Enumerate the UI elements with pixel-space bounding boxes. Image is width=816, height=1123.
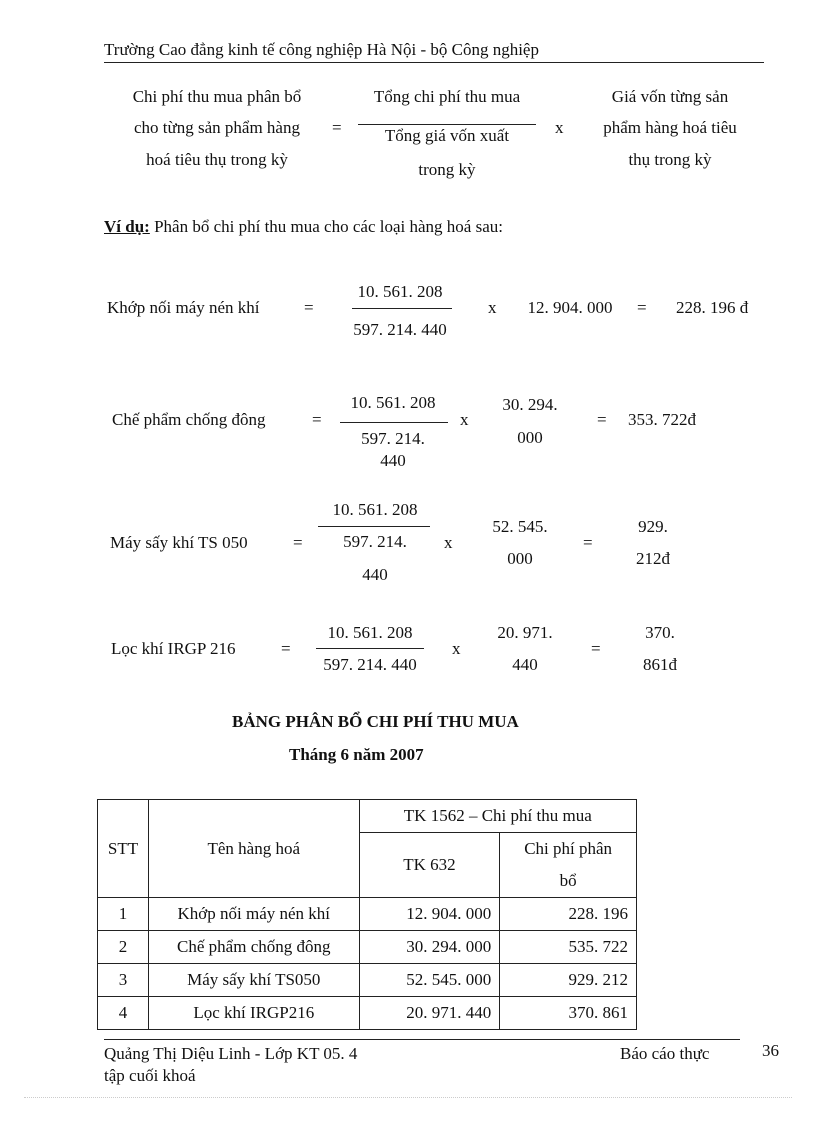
calc-times: x bbox=[488, 298, 497, 317]
row-stt: 3 bbox=[98, 964, 149, 997]
header-name: Tên hàng hoá bbox=[148, 800, 359, 898]
page-number: 36 bbox=[762, 1041, 779, 1060]
calc-fraction-bar bbox=[316, 648, 424, 649]
footer-report: Báo cáo thực bbox=[620, 1044, 710, 1063]
example-label: Ví dụ: bbox=[104, 217, 150, 236]
table-row bbox=[98, 964, 637, 997]
calc-fraction-bar bbox=[352, 308, 452, 309]
formula-rhs-line-1: Giá vốn từng sản bbox=[611, 87, 729, 106]
calc-numerator: 10. 561. 208 bbox=[332, 500, 418, 519]
page-header: Trường Cao đẳng kinh tế công nghiệp Hà Nội - bộ Công nghiệp bbox=[104, 40, 539, 59]
calc-value: 52. 545. bbox=[492, 517, 548, 536]
formula-lhs-line-1: Chi phí thu mua phân bổ bbox=[132, 87, 302, 106]
calc-result: 353. 722đ bbox=[628, 410, 696, 429]
row-tk632: 52. 545. 000 bbox=[359, 964, 500, 997]
calc-value: 20. 971. bbox=[497, 623, 553, 642]
calc-value: 12. 904. 000 bbox=[527, 298, 613, 317]
row-tk632: 12. 904. 000 bbox=[359, 898, 500, 931]
calc-equals: = bbox=[293, 533, 303, 552]
calc-times: x bbox=[452, 639, 461, 658]
calc-result: 929. bbox=[638, 517, 668, 536]
row-alloc: 929. 212 bbox=[500, 964, 637, 997]
table-row bbox=[98, 997, 637, 1030]
table-header-row bbox=[98, 800, 637, 833]
calc-equals-2: = bbox=[637, 298, 647, 317]
row-name: Chế phẩm chống đông bbox=[148, 931, 359, 964]
row-name: Máy sấy khí TS050 bbox=[148, 964, 359, 997]
row-stt: 4 bbox=[98, 997, 149, 1030]
calc-times: x bbox=[444, 533, 453, 552]
example-line bbox=[104, 217, 503, 237]
calc-value: 30. 294. bbox=[502, 395, 558, 414]
calc-equals: = bbox=[312, 410, 322, 429]
formula-rhs-line-3: thụ trong kỳ bbox=[628, 150, 712, 169]
calc-numerator: 10. 561. 208 bbox=[350, 393, 436, 412]
row-name: Khớp nối máy nén khí bbox=[148, 898, 359, 931]
calc-equals: = bbox=[281, 639, 291, 658]
row-tk632: 20. 971. 440 bbox=[359, 997, 500, 1030]
calc-item-name: Máy sấy khí TS 050 bbox=[110, 533, 248, 552]
table-row bbox=[98, 898, 637, 931]
formula-numerator: Tổng chi phí thu mua bbox=[373, 87, 521, 106]
calc-item-name: Chế phẩm chống đông bbox=[112, 410, 266, 429]
table-subtitle: Tháng 6 năm 2007 bbox=[289, 745, 424, 764]
calc-item-name: Khớp nối máy nén khí bbox=[107, 298, 260, 317]
calc-fraction-bar bbox=[318, 526, 430, 527]
formula-fraction-bar bbox=[358, 124, 536, 125]
formula-times: x bbox=[555, 118, 564, 137]
calc-equals: = bbox=[304, 298, 314, 317]
calc-fraction-bar bbox=[340, 422, 448, 423]
header-alloc-line-2: bổ bbox=[559, 871, 577, 890]
table-row bbox=[98, 931, 637, 964]
calc-result-2: 212đ bbox=[636, 549, 670, 568]
row-alloc: 535. 722 bbox=[500, 931, 637, 964]
calc-denominator: 597. 214. 440 bbox=[353, 320, 447, 339]
calc-value-2: 440 bbox=[512, 655, 538, 674]
header-alloc-line-1: Chi phí phân bbox=[524, 839, 613, 858]
formula-rhs-line-2: phẩm hàng hoá tiêu bbox=[603, 118, 737, 137]
row-alloc: 228. 196 bbox=[500, 898, 637, 931]
footer-author: Quảng Thị Diệu Linh - Lớp KT 05. 4 bbox=[104, 1044, 358, 1063]
allocation-table bbox=[97, 799, 637, 1030]
calc-equals-2: = bbox=[583, 533, 593, 552]
row-stt: 2 bbox=[98, 931, 149, 964]
row-name: Lọc khí IRGP216 bbox=[148, 997, 359, 1030]
calc-denominator-2: 440 bbox=[380, 451, 406, 470]
bottom-dotted-border bbox=[24, 1097, 792, 1098]
calc-equals-2: = bbox=[597, 410, 607, 429]
calc-equals-2: = bbox=[591, 639, 601, 658]
calc-denominator: 597. 214. bbox=[343, 532, 407, 551]
calc-result-2: 861đ bbox=[643, 655, 677, 674]
header-group: TK 1562 – Chi phí thu mua bbox=[359, 800, 636, 833]
header-alloc bbox=[500, 833, 637, 898]
header-stt: STT bbox=[98, 800, 149, 898]
footer-rule bbox=[104, 1039, 740, 1040]
example-text: Phân bổ chi phí thu mua cho các loại hàng hoá sau: bbox=[149, 217, 503, 236]
row-stt: 1 bbox=[98, 898, 149, 931]
formula-denominator-line-1: Tổng giá vốn xuất bbox=[384, 126, 510, 145]
formula-equals: = bbox=[332, 118, 342, 137]
header-tk632: TK 632 bbox=[359, 833, 500, 898]
calc-result: 370. bbox=[645, 623, 675, 642]
calc-times: x bbox=[460, 410, 469, 429]
calc-denominator-2: 440 bbox=[362, 565, 388, 584]
calc-denominator: 597. 214. 440 bbox=[323, 655, 417, 674]
row-tk632: 30. 294. 000 bbox=[359, 931, 500, 964]
formula-denominator-line-2: trong kỳ bbox=[418, 160, 476, 179]
table-title: BẢNG PHÂN BỔ CHI PHÍ THU MUA bbox=[232, 712, 519, 731]
calc-denominator: 597. 214. bbox=[361, 429, 425, 448]
calc-result: 228. 196 đ bbox=[676, 298, 749, 317]
header-rule bbox=[104, 62, 764, 63]
row-alloc: 370. 861 bbox=[500, 997, 637, 1030]
calc-numerator: 10. 561. 208 bbox=[327, 623, 413, 642]
calc-value-2: 000 bbox=[507, 549, 533, 568]
formula-lhs-line-3: hoá tiêu thụ trong kỳ bbox=[146, 150, 288, 169]
formula-lhs-line-2: cho từng sản phẩm hàng bbox=[134, 118, 300, 137]
footer-report-cont: tập cuối khoá bbox=[104, 1066, 196, 1085]
calc-item-name: Lọc khí IRGP 216 bbox=[111, 639, 236, 658]
calc-value-2: 000 bbox=[517, 428, 543, 447]
calc-numerator: 10. 561. 208 bbox=[357, 282, 443, 301]
